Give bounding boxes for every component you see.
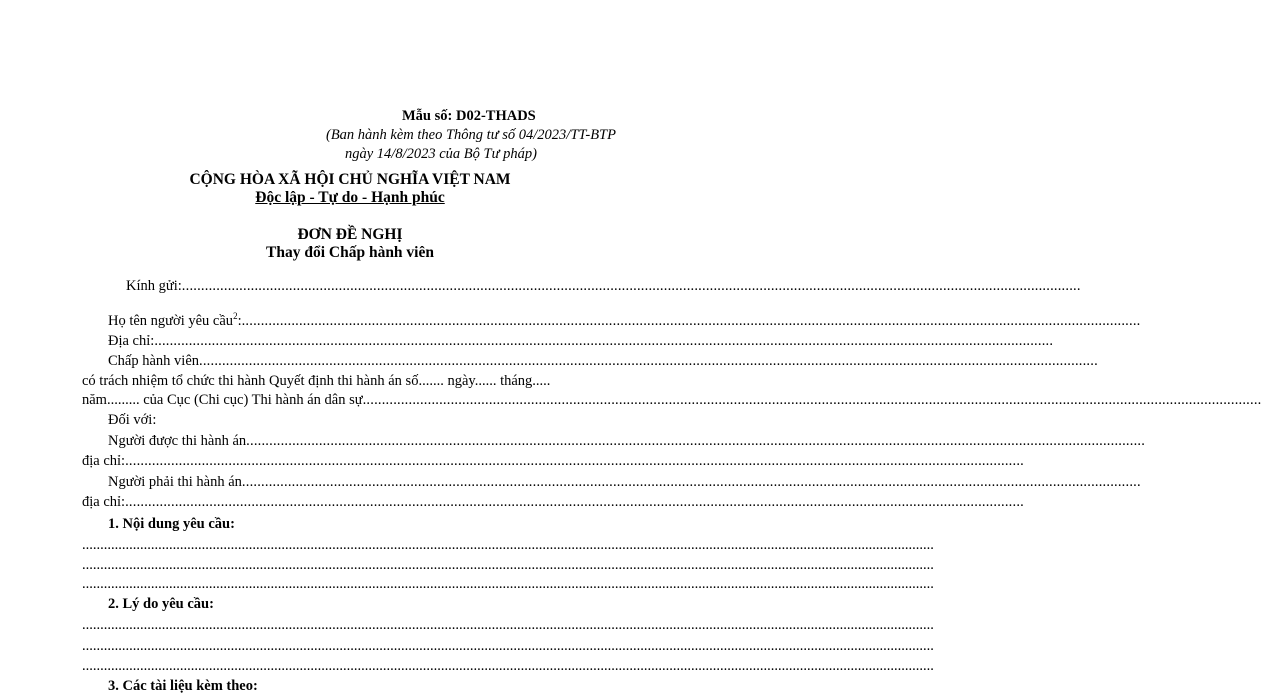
address-dots: ...........................................................................................................................................................................................................................................	[154, 333, 1054, 349]
obligor-dots: ...........................................................................................................................................................................................................................................	[241, 474, 1141, 490]
request-line-2[interactable]: ...........................................................................................................................................................................................................................................	[82, 557, 934, 573]
requester-name-label	[108, 313, 242, 330]
obligor-label: Người phải thi hành án	[108, 474, 242, 490]
request-line-3[interactable]: ...........................................................................................................................................................................................................................................	[82, 576, 934, 592]
obligor-address-label: địa chỉ:	[82, 494, 126, 510]
issued-by-line-2: ngày 14/8/2023 của Bộ Tư pháp)	[345, 146, 537, 162]
enforcer-label: Chấp hành viên	[108, 353, 200, 369]
beneficiary-address-label: địa chỉ:	[82, 453, 126, 469]
motto: Độc lập - Tự do - Hạnh phúc	[255, 189, 445, 206]
requester-colon: :	[237, 313, 242, 329]
requester-name-text: Họ tên người yêu cầu	[108, 313, 234, 329]
reason-line-1[interactable]: ...........................................................................................................................................................................................................................................	[82, 617, 934, 633]
reason-line-3[interactable]: ...........................................................................................................................................................................................................................................	[82, 658, 934, 674]
recipient-label: Kính gửi:	[126, 278, 182, 294]
section-heading-request: 1. Nội dung yêu cầu:	[108, 516, 235, 532]
beneficiary-address-field[interactable]	[82, 453, 1024, 470]
requester-name-field[interactable]	[108, 311, 1141, 330]
national-title: CỘNG HÒA XÃ HỘI CHỦ NGHĨA VIỆT NAM	[189, 171, 511, 188]
responsibility-line-2-dots: ...........................................................................................................................................................................................................................................	[362, 392, 1261, 408]
obligor-address-dots: ...........................................................................................................................................................................................................................................	[125, 494, 1024, 510]
responsibility-line-1: có trách nhiệm tổ chức thi hành Quyết định thi hành án số....... ngày...... tháng.....	[82, 373, 551, 389]
beneficiary-field[interactable]	[108, 433, 1146, 450]
responsibility-line-2[interactable]	[82, 392, 1261, 409]
address-label: Địa chỉ:	[108, 333, 155, 349]
recipient-dots: ...........................................................................................................................................................................................................................................	[181, 278, 1081, 294]
beneficiary-label: Người được thi hành án	[108, 433, 247, 449]
request-line-1[interactable]: ...........................................................................................................................................................................................................................................	[82, 537, 934, 553]
responsibility-line-2-label: năm......... của Cục (Chi cục) Thi hành án dân sự	[82, 392, 363, 408]
requester-name-dots: ...........................................................................................................................................................................................................................................	[241, 313, 1141, 329]
form-code: Mẫu số: D02-THADS	[402, 108, 536, 124]
beneficiary-dots: ...........................................................................................................................................................................................................................................	[246, 433, 1146, 449]
enforcer-field[interactable]	[108, 353, 1098, 370]
doc-subtitle: Thay đổi Chấp hành viên	[266, 244, 434, 261]
regarding-label: Đối với:	[108, 412, 157, 428]
doc-title: ĐƠN ĐỀ NGHỊ	[297, 226, 403, 243]
motto-wrap	[0, 189, 700, 207]
beneficiary-address-dots: ...........................................................................................................................................................................................................................................	[125, 453, 1024, 469]
footnote-marker: 2	[233, 311, 238, 321]
enforcer-dots: ...........................................................................................................................................................................................................................................	[199, 353, 1098, 369]
recipient-field[interactable]	[126, 278, 1081, 295]
section-heading-attachments: 3. Các tài liệu kèm theo:	[108, 678, 258, 694]
issued-by-line-1: (Ban hành kèm theo Thông tư số 04/2023/TT-BTP	[326, 127, 616, 143]
obligor-address-field[interactable]	[82, 494, 1024, 511]
reason-line-2[interactable]: ...........................................................................................................................................................................................................................................	[82, 638, 934, 654]
obligor-field[interactable]	[108, 474, 1141, 491]
address-field[interactable]	[108, 333, 1054, 350]
section-heading-reason: 2. Lý do yêu cầu:	[108, 596, 214, 612]
